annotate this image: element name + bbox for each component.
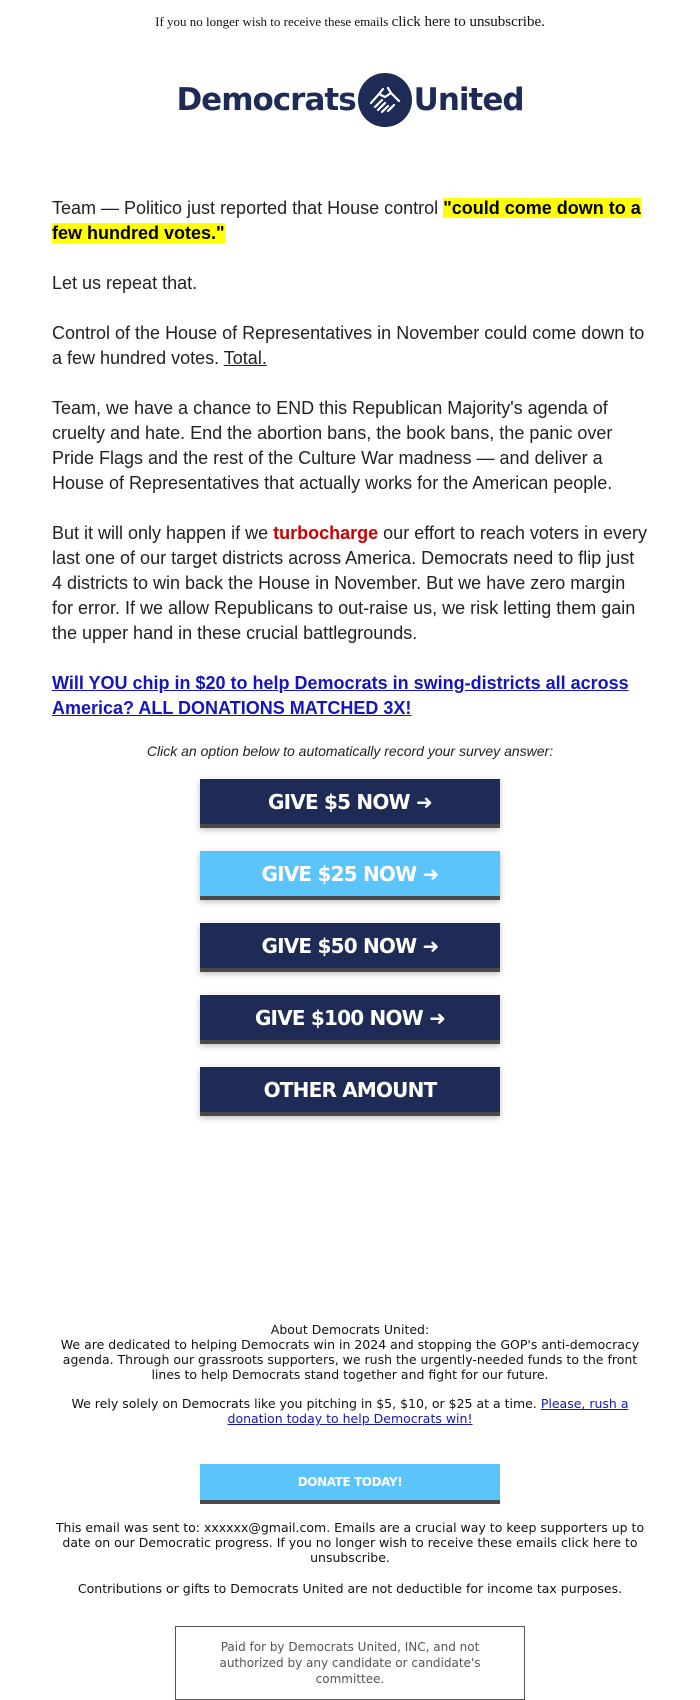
paragraph-5-before: But it will only happen if we [52, 523, 269, 543]
unsubscribe-link[interactable]: click here to unsubscribe. [391, 14, 545, 30]
logo-text-right: United [413, 82, 524, 118]
donate-today-button[interactable]: DONATE TODAY! [200, 1464, 500, 1504]
other-amount-button[interactable]: OTHER AMOUNT [200, 1067, 500, 1116]
rely-text: We rely solely on Democrats like you pitching in $5, $10, or $25 at a time. [71, 1396, 537, 1411]
paragraph-1-text: Team — Politico just reported that House control [52, 198, 439, 218]
paragraph-3 [52, 321, 648, 371]
logo-text-left: Democrats [176, 82, 356, 118]
paragraph-1 [52, 196, 648, 246]
give-5-button[interactable]: GIVE $5 NOW ➜ [200, 779, 500, 828]
unsubscribe-header [0, 0, 700, 31]
give-50-button[interactable]: GIVE $50 NOW ➜ [200, 923, 500, 972]
donation-buttons [0, 779, 700, 1139]
give-25-button[interactable]: GIVE $25 NOW ➜ [200, 851, 500, 900]
cta-paragraph [52, 671, 648, 721]
paragraph-5 [52, 521, 648, 646]
turbocharge-emphasis: turbocharge [273, 523, 379, 543]
underlined-total: Total. [223, 348, 267, 368]
highlighted-quote: "could come down to a few hundred votes." [52, 198, 641, 243]
tax-note: Contributions or gifts to Democrats United are not deductible for income tax purposes. [77, 1581, 623, 1596]
rush-donation-link[interactable]: Please, rush a donation today to help Democrats win! [227, 1396, 629, 1426]
sent-to-text: This email was sent to: xxxxxx@gmail.com. Emails are a crucial way to keep supporters up to date on our Democratic progress. If you no longer wish to receive these emails click here to unsubscribe. [55, 1520, 645, 1565]
paragraph-5-after: our effort to reach voters in every last one of our target districts across America. Democrats need to flip just 4 districts to win back the House in November. But we have zero margin for error. If we allow Republicans to out-raise us, we risk letting them gain the upper hand in these crucial battlegrounds. [52, 523, 647, 643]
survey-note: Click an option below to automatically record your survey answer: [146, 743, 554, 759]
paragraph-3-text: Control of the House of Representatives in November could come down to a few hundred votes. [52, 323, 645, 368]
paid-for-disclaimer: Paid for by Democrats United, INC, and not authorized by any candidate or candidate's committee. [175, 1626, 525, 1700]
about-text: We are dedicated to helping Democrats win in 2024 and stopping the GOP's anti-democracy agenda. Through our grassroots supporters, we rush the urgently-needed funds to the front lines to help Democrats stand together and fight for our future. [60, 1337, 640, 1382]
footer [50, 1322, 650, 1700]
email-body [52, 196, 648, 721]
handshake-icon [358, 73, 412, 127]
logo [0, 70, 700, 130]
paragraph-2: Let us repeat that. [52, 273, 198, 293]
give-100-button[interactable]: GIVE $100 NOW ➜ [200, 995, 500, 1044]
unsubscribe-prefix: If you no longer wish to receive these emails [155, 14, 389, 29]
paragraph-4: Team, we have a chance to END this Republican Majority's agenda of cruelty and hate. End the abortion bans, the book bans, the panic over Pride Flags and the rest of the Culture War madness — and deliver a House of Representatives that actually works for the American people. [52, 398, 613, 493]
about-title: About Democrats United: [270, 1322, 430, 1337]
rely-paragraph [50, 1396, 650, 1426]
donation-cta-link[interactable]: Will YOU chip in $20 to help Democrats in swing-districts all across America? ALL DONATIONS MATCHED 3X! [52, 673, 629, 718]
